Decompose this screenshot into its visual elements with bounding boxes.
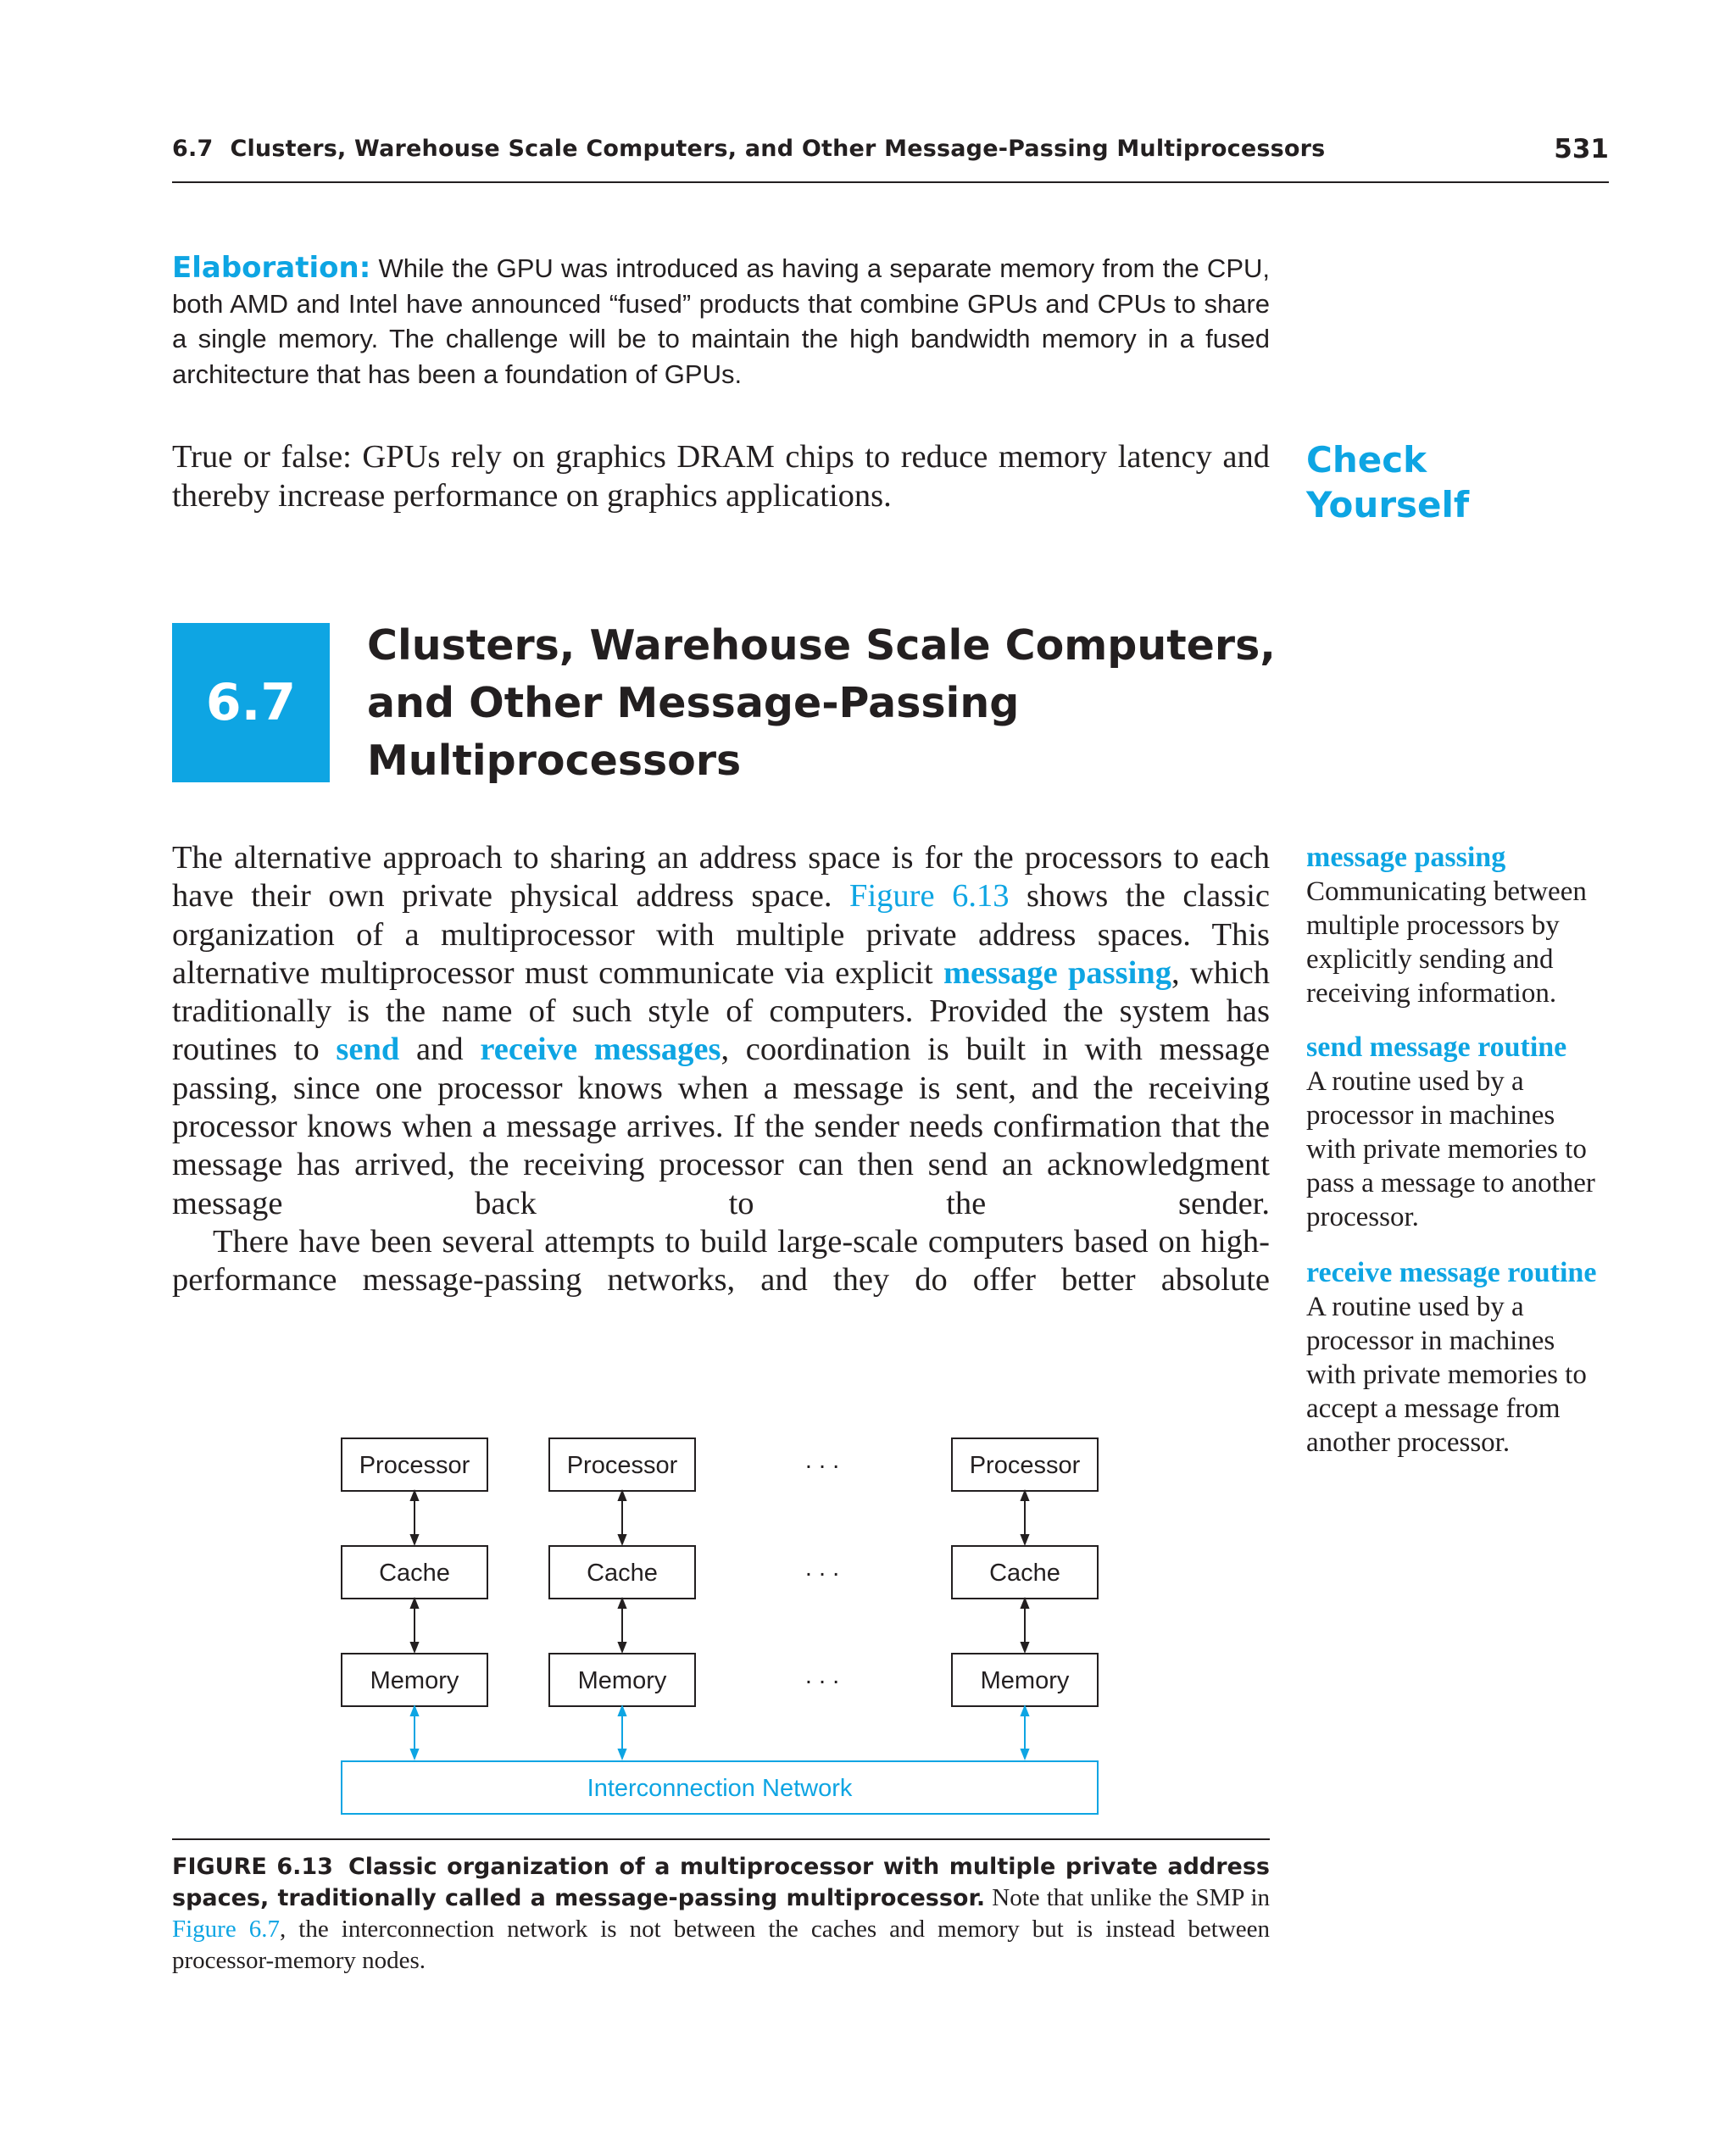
- figure-6-13-link[interactable]: Figure 6.13: [849, 878, 1010, 915]
- memory-label: Memory: [980, 1667, 1070, 1694]
- body-p1-text-c: , which traditionally is the name of such style of computers. Provided the system has routines to: [172, 954, 1270, 1068]
- glossary-definition: A routine used by a processor in machines with private memories to pass a message to another processor.: [1306, 1066, 1595, 1232]
- body-p1-text-d: and: [416, 1032, 464, 1068]
- node-column-3: [952, 1438, 1098, 1755]
- ellipsis: . . .: [804, 1447, 840, 1474]
- figure-caption-text-a: Note that unlike the SMP in: [992, 1884, 1271, 1911]
- running-header-section-number: 6.7: [172, 136, 214, 162]
- figure-caption-number: FIGURE 6.13: [172, 1854, 333, 1880]
- page-number: 531: [1554, 134, 1609, 164]
- running-header: [172, 134, 1609, 183]
- figure-caption: [172, 1851, 1270, 1977]
- glossary-definition: A routine used by a processor in machines with private memories to accept a message from another processor.: [1306, 1292, 1587, 1458]
- glossary-entry: [1306, 1256, 1611, 1460]
- figure-6-13-diagram: [322, 1424, 1119, 1831]
- interconnection-network-label: Interconnection Network: [587, 1775, 853, 1802]
- section-number-box: [172, 623, 330, 782]
- ellipsis: . . .: [804, 1554, 840, 1582]
- glossary-term: message passing: [1306, 842, 1506, 873]
- check-yourself-label-line2: Yourself: [1306, 484, 1470, 526]
- check-yourself-label: [1306, 437, 1586, 527]
- check-yourself-label-line1: Check: [1306, 439, 1427, 481]
- elaboration-text: While the GPU was introduced as having a separate memory from the CPU, both AMD and Intel have announced “fused” products that combine GPUs and CPUs to share a single memory. The challenge will be to maintain the high bandwidth memory in a fused architecture that has been a foundation of GPUs.: [172, 253, 1270, 389]
- section-title: [367, 617, 1299, 790]
- node-column-2: [549, 1438, 695, 1755]
- section-title-line3: Multiprocessors: [367, 737, 742, 785]
- body-paragraph-1: [172, 839, 1270, 1223]
- running-header-section: [172, 136, 1325, 162]
- figure-6-7-link[interactable]: Figure 6.7: [172, 1916, 281, 1943]
- node-column-1: [342, 1438, 487, 1755]
- glossary-entry: [1306, 1031, 1611, 1234]
- section-title-line1: Clusters, Warehouse Scale Computers,: [367, 621, 1276, 670]
- glossary-definition: Communicating between multiple processors by explicitly sending and receiving information.: [1306, 876, 1587, 1009]
- memory-label: Memory: [370, 1667, 459, 1694]
- glossary-term: send message routine: [1306, 1032, 1567, 1063]
- running-header-section-title: Clusters, Warehouse Scale Computers, and Other Message-Passing Multiprocessors: [230, 136, 1326, 162]
- check-yourself-question: True or false: GPUs rely on graphics DRAM chips to reduce memory latency and thereby increase performance on graphics applications.: [172, 439, 1270, 514]
- body-p1-text-e: , coordination is built in with message passing, since one processor knows when a message is sent, and the receiving processor knows when a message arrives. If the sender needs confirmation that the message has arrived, the receiving processor can then send an acknowledgment message back to the sender.: [172, 1032, 1271, 1221]
- elaboration-label: Elaboration:: [172, 251, 371, 285]
- ellipsis: . . .: [804, 1662, 840, 1689]
- figure-caption-rule: [172, 1838, 1270, 1840]
- body-p1-text-b: shows the classic organization of a multiprocessor with multiple private address spaces. This alternative multiprocessor must communicate via explicit: [172, 878, 1270, 991]
- figure-caption-bold: Classic organization of a multiprocessor with multiple private address spaces, traditionally called a message-passing multiprocessor.: [172, 1854, 1271, 1911]
- section-number: 6.7: [205, 673, 297, 732]
- section-title-line2: and Other Message-Passing: [367, 679, 1020, 727]
- cache-label: Cache: [379, 1560, 450, 1587]
- glossary-entry: [1306, 841, 1611, 1010]
- cache-label: Cache: [587, 1560, 658, 1587]
- key-term-send: send: [336, 1032, 400, 1068]
- cache-label: Cache: [989, 1560, 1060, 1587]
- key-term-message-passing: message passing: [943, 954, 1171, 991]
- figure-caption-text-b: , the interconnection network is not between the caches and memory but is instead between processor-memory nodes.: [172, 1916, 1271, 1974]
- processor-label: Processor: [566, 1452, 678, 1479]
- body-paragraph-2: There have been several attempts to build large-scale computers based on high-performance message-passing networks, and they do offer better absolute: [172, 1223, 1270, 1299]
- key-term-receive-messages: receive messages: [480, 1032, 721, 1068]
- memory-label: Memory: [577, 1667, 667, 1694]
- processor-label: Processor: [359, 1452, 470, 1479]
- glossary-term: receive message routine: [1306, 1257, 1597, 1288]
- elaboration-block: [172, 251, 1270, 392]
- body-text: [172, 839, 1270, 1300]
- processor-label: Processor: [969, 1452, 1081, 1479]
- body-p1-text-a: The alternative approach to sharing an address space is for the processors to each have their own private physical address space.: [172, 840, 1270, 915]
